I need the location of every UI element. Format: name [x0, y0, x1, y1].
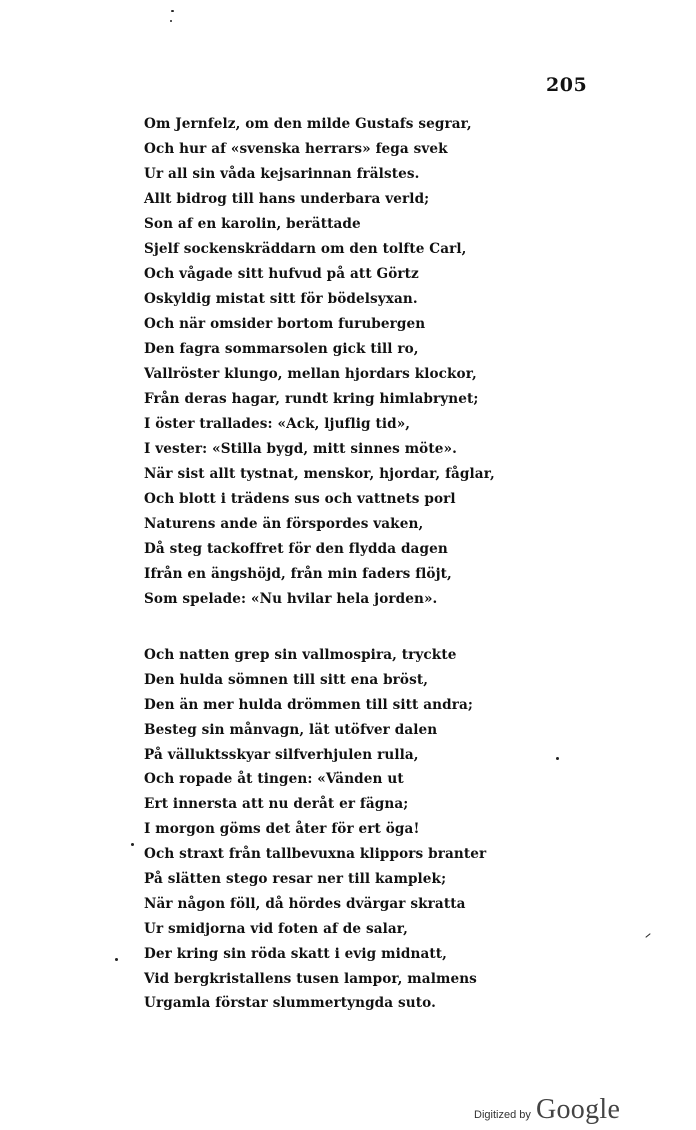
- verse-line: Oskyldig mistat sitt för bödelsyxan.: [144, 291, 418, 307]
- stanza-1: [144, 115, 495, 615]
- verse-line: Om Jernfelz, om den milde Gustafs segrar,: [144, 116, 472, 132]
- verse-line: På slätten stego resar ner till kamplek;: [144, 871, 447, 888]
- verse-line: Besteg sin månvagn, lät utöfver dalen: [144, 721, 438, 738]
- digitized-by-google-watermark: [474, 1094, 620, 1126]
- digitized-label: Digitized by: [474, 1109, 531, 1121]
- verse-line: Från deras hagar, rundt kring himlabrynet;: [144, 391, 479, 407]
- verse-line: Och hur af «svenska herrars» fega svek: [144, 141, 448, 157]
- verse-line: När någon föll, då hördes dvärgar skratta: [144, 895, 466, 912]
- verse-line: På välluktsskyar silfverhjulen rulla,: [144, 746, 419, 763]
- verse-line: Son af en karolin, berättade: [144, 216, 361, 232]
- verse-line: I morgon göms det åter för ert öga!: [144, 821, 420, 838]
- google-logo: Google: [535, 1094, 621, 1125]
- verse-line: När sist allt tystnat, menskor, hjordar, fåglar,: [144, 466, 495, 482]
- verse-line: Och blott i trädens sus och vattnets porl: [144, 491, 456, 507]
- verse-line: Vallröster klungo, mellan hjordars klockor,: [144, 366, 477, 382]
- scan-speck: [131, 843, 134, 846]
- verse-line: Som spelade: «Nu hvilar hela jorden».: [144, 591, 438, 607]
- verse-line: Och när omsider bortom furubergen: [144, 316, 426, 332]
- verse-line: I vester: «Stilla bygd, mitt sinnes möte».: [144, 441, 457, 457]
- verse-line: Och ropade åt tingen: «Vänden ut: [144, 771, 404, 788]
- scan-speck: [556, 757, 559, 760]
- scan-speck: [171, 10, 174, 12]
- verse-line: Och vågade sitt hufvud på att Görtz: [144, 266, 419, 282]
- verse-line: Der kring sin röda skatt i evig midnatt,: [144, 945, 447, 962]
- verse-line: Allt bidrog till hans underbara verld;: [144, 191, 430, 207]
- verse-line: Ur smidjorna vid foten af de salar,: [144, 920, 408, 937]
- verse-line: Då steg tackoffret för den flydda dagen: [144, 541, 448, 557]
- verse-line: Och straxt från tallbevuxna klippors branter: [144, 846, 487, 863]
- verse-line: Ur all sin våda kejsarinnan frälstes.: [144, 166, 420, 182]
- verse-line: Urgamla förstar slummertyngda suto.: [144, 995, 436, 1012]
- verse-line: I öster trallades: «Ack, ljuflig tid»,: [144, 416, 411, 432]
- verse-line: Vid bergkristallens tusen lampor, malmens: [144, 970, 477, 987]
- stanza-2: [144, 646, 486, 1019]
- verse-line: Och natten grep sin vallmospira, tryckte: [144, 647, 457, 663]
- verse-line: Ert innersta att nu deråt er fägna;: [144, 796, 409, 813]
- scan-speck: [645, 933, 650, 938]
- verse-line: Sjelf sockenskräddarn om den tolfte Carl,: [144, 241, 467, 257]
- page-number: 205: [546, 74, 588, 96]
- verse-line: Den hulda sömnen till sitt ena bröst,: [144, 671, 429, 688]
- verse-line: Ifrån en ängshöjd, från min faders flöjt,: [144, 566, 452, 582]
- verse-line: Den än mer hulda drömmen till sitt andra;: [144, 696, 474, 713]
- scan-speck: [115, 958, 118, 961]
- scan-speck: [170, 20, 172, 22]
- verse-line: Den fagra sommarsolen gick till ro,: [144, 341, 419, 357]
- verse-line: Naturens ande än förspordes vaken,: [144, 516, 424, 532]
